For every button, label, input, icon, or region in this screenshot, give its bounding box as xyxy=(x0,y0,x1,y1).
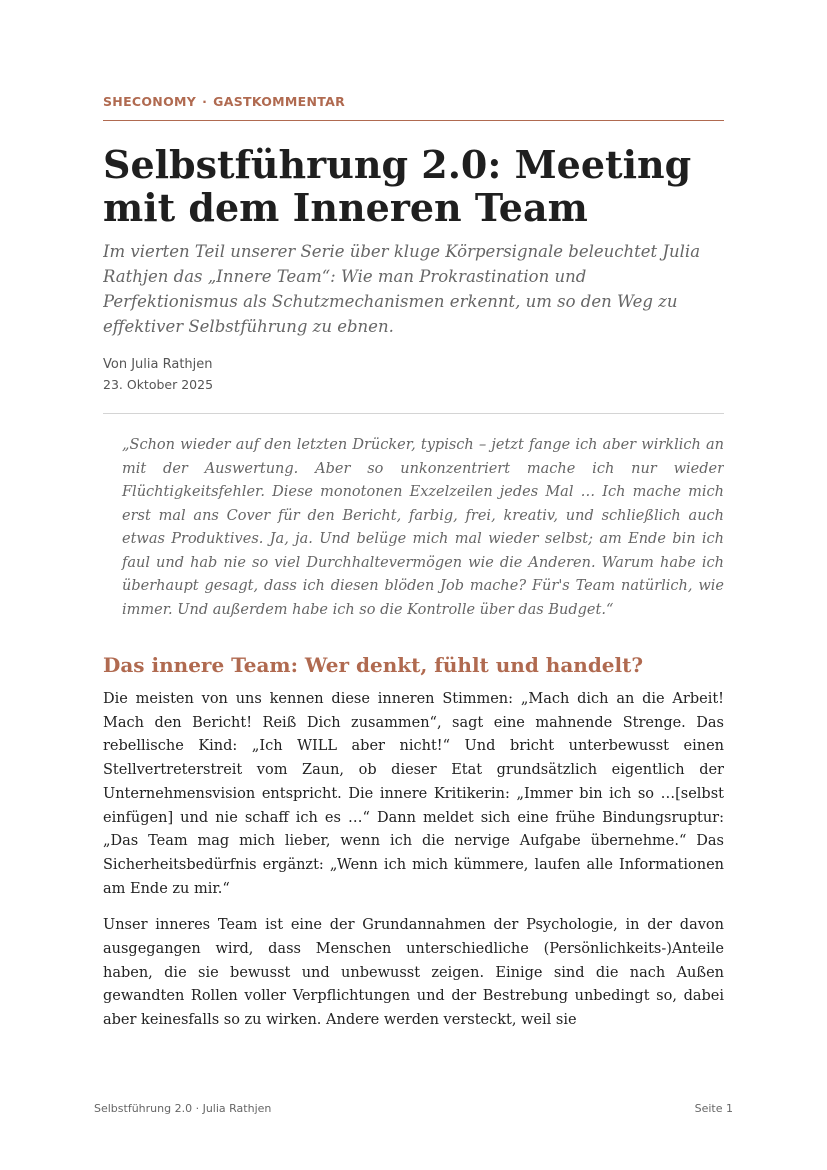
author-byline: Von Julia Rathjen xyxy=(103,357,213,372)
page-footer xyxy=(94,1102,733,1115)
publication-label: SHECONOMY xyxy=(103,94,197,109)
article-page xyxy=(103,94,724,1069)
body-paragraph: Unser inneres Team ist eine der Grundannahmen der Psychologie, in der davon ausgegangen wird, dass Menschen unterschiedliche (Persönlichkeits-)Anteile haben, die sie bewusst und unbewusst zeigen. Einige sind die nach Außen gewandten Rollen voller Verpflichtungen und der Bestrebung unbedingt so, dabei aber keinesfalls so zu wirken. Andere werden versteckt, weil sie xyxy=(103,917,724,1029)
section-heading: Das innere Team: Wer denkt, fühlt und handelt? xyxy=(103,653,644,677)
article-subtitle: Im vierten Teil unserer Serie über kluge Körpersignale beleuchtet Julia Rathjen das „Innere Team“: Wie man Prokrastination und Perfektionismus als Schutzmechanismen erkennt, um so den Weg zu effektiver Selbstführung zu ebnen. xyxy=(103,242,701,336)
intro-quote: „Schon wieder auf den letzten Drücker, typisch – jetzt fange ich aber wirklich an mit der Auswertung. Aber so unkonzentriert mache ich nur wieder Flüchtigkeitsfehler. Diese monotonen Exzelzeilen jedes Mal … Ich mache mich erst mal ans Cover für den Bericht, farbig, frei, kreativ, und schließlich auch etwas Produktives. Ja, ja. Und belüge mich mal wieder selbst; am Ende bin ich faul und hab nie so viel Durchhaltevermögen wie die Anderen. Warum habe ich überhaupt gesagt, dass ich diesen blöden Job mache? Für's Team natürlich, wie immer. Und außerdem habe ich so die Kontrolle über das Budget.“ xyxy=(122,437,724,618)
page-number: Seite 1 xyxy=(694,1102,733,1115)
article-title: Selbstführung 2.0: Meeting mit dem Inneren Team xyxy=(103,142,692,230)
kicker-bar xyxy=(103,94,724,121)
publish-date: 23. Oktober 2025 xyxy=(103,377,214,392)
header-divider xyxy=(103,413,724,414)
footer-title: Selbstführung 2.0 · Julia Rathjen xyxy=(94,1102,272,1115)
kicker-separator: · xyxy=(202,94,208,109)
section-label: GASTKOMMENTAR xyxy=(213,94,346,109)
body-paragraph: Die meisten von uns kennen diese inneren Stimmen: „Mach dich an die Arbeit! Mach den Bericht! Reiß Dich zusammen“, sagt eine mahnende Strenge. Das rebellische Kind: „Ich WILL aber nicht!“ Und bricht unterbewusst einen Stellvertreterstreit vom Zaun, ob dieser Etat grundsätzlich eigentlich der Unternehmensvision entspricht. Die innere Kritikerin: „Immer bin ich so …[selbst einfügen] und nie schaff ich es …“ Dann meldet sich eine frühe Bindungsruptur: „Das Team mag mich lieber, wenn ich die nervige Aufgabe übernehme.“ Das Sicherheitsbedürfnis ergänzt: „Wenn ich mich kümmere, laufen alle Informationen am Ende zu mir.“ xyxy=(103,691,724,897)
